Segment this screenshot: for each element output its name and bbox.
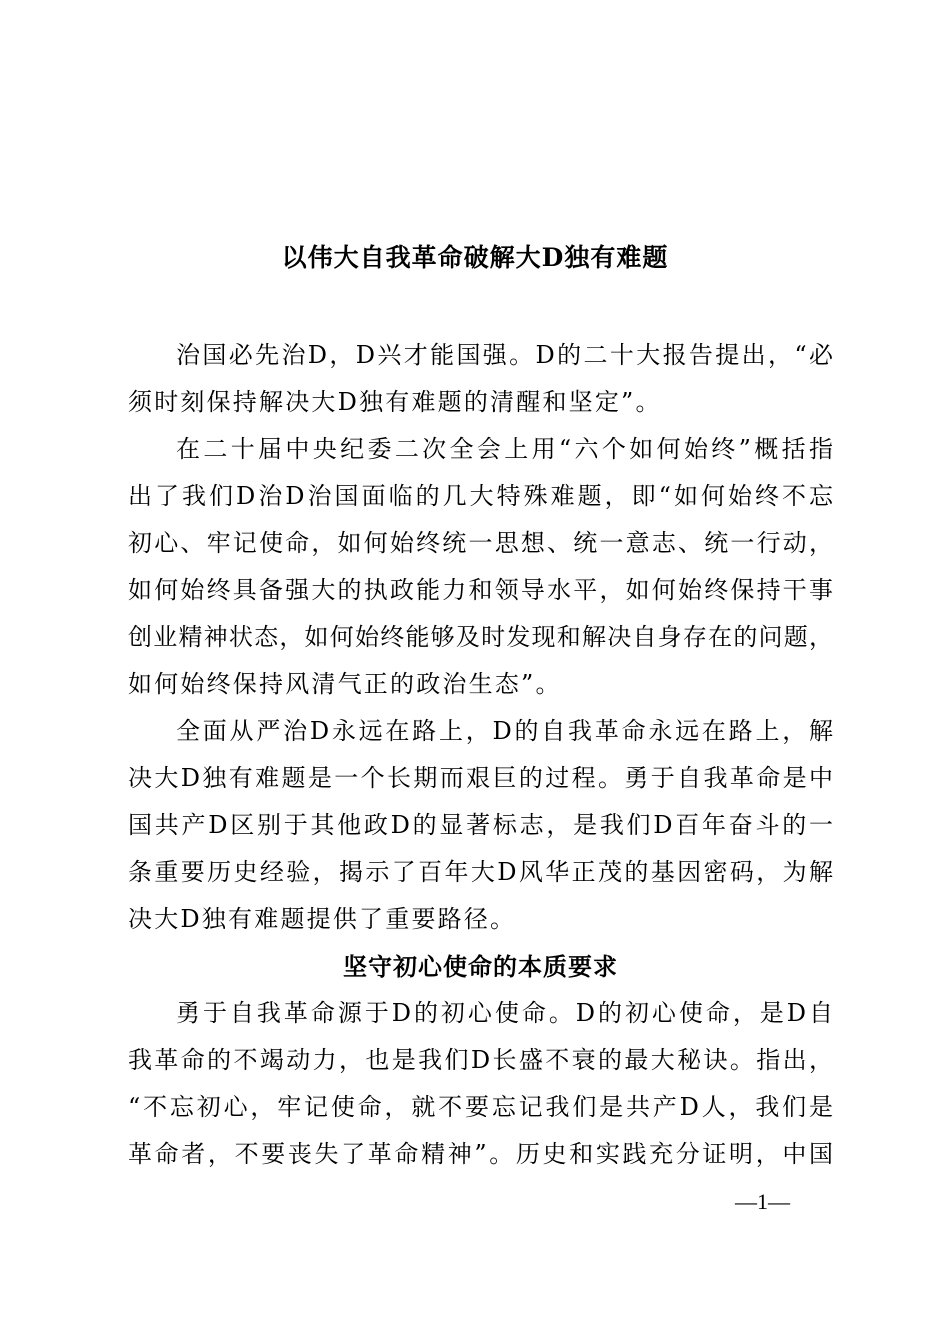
paragraph-line: 我革命的不竭动力，也是我们D长盛不衰的最大秘诀。指出， [128, 1046, 833, 1074]
paragraph-line: 国共产D区别于其他政D的显著标志，是我们D百年奋斗的一 [128, 811, 833, 839]
document-body [128, 332, 833, 1178]
paragraph-line: 革命者，不要丧失了革命精神”。历史和实践充分证明，中国 [128, 1140, 833, 1168]
paragraph-line: 出了我们D治D治国面临的几大特殊难题，即“如何始终不忘 [128, 482, 833, 510]
paragraph-line: 治国必先治D，D兴才能国强。D的二十大报告提出，“必 [176, 341, 833, 369]
document-title: 以伟大自我革命破解大D独有难题 [281, 243, 669, 272]
section-heading: 坚守初心使命的本质要求 [343, 952, 618, 981]
paragraph-line: 初心、牢记使命，如何始终统一思想、统一意志、统一行动， [128, 529, 833, 557]
paragraph-line: 全面从严治D永远在路上，D的自我革命永远在路上，解 [176, 717, 833, 745]
paragraph-line: 在二十届中央纪委二次全会上用“六个如何始终”概括指 [176, 435, 833, 463]
paragraph-line: “不忘初心，牢记使命，就不要忘记我们是共产D人，我们是 [128, 1093, 833, 1121]
page-number: —1— [735, 1189, 790, 1214]
paragraph-line: 创业精神状态，如何始终能够及时发现和解决自身存在的问题， [128, 623, 833, 651]
paragraph-line: 条重要历史经验，揭示了百年大D风华正茂的基因密码，为解 [128, 858, 833, 886]
paragraph-line: 决大D独有难题提供了重要路径。 [128, 905, 517, 933]
paragraph-line: 勇于自我革命源于D的初心使命。D的初心使命，是D自 [176, 999, 833, 1027]
paragraph-line: 如何始终具备强大的执政能力和领导水平，如何始终保持干事 [128, 576, 833, 604]
paragraph-line: 如何始终保持风清气正的政治生态”。 [128, 670, 562, 698]
paragraph-line: 决大D独有难题是一个长期而艰巨的过程。勇于自我革命是中 [128, 764, 833, 792]
paragraph-line: 须时刻保持解决大D独有难题的清醒和坚定”。 [128, 388, 662, 416]
